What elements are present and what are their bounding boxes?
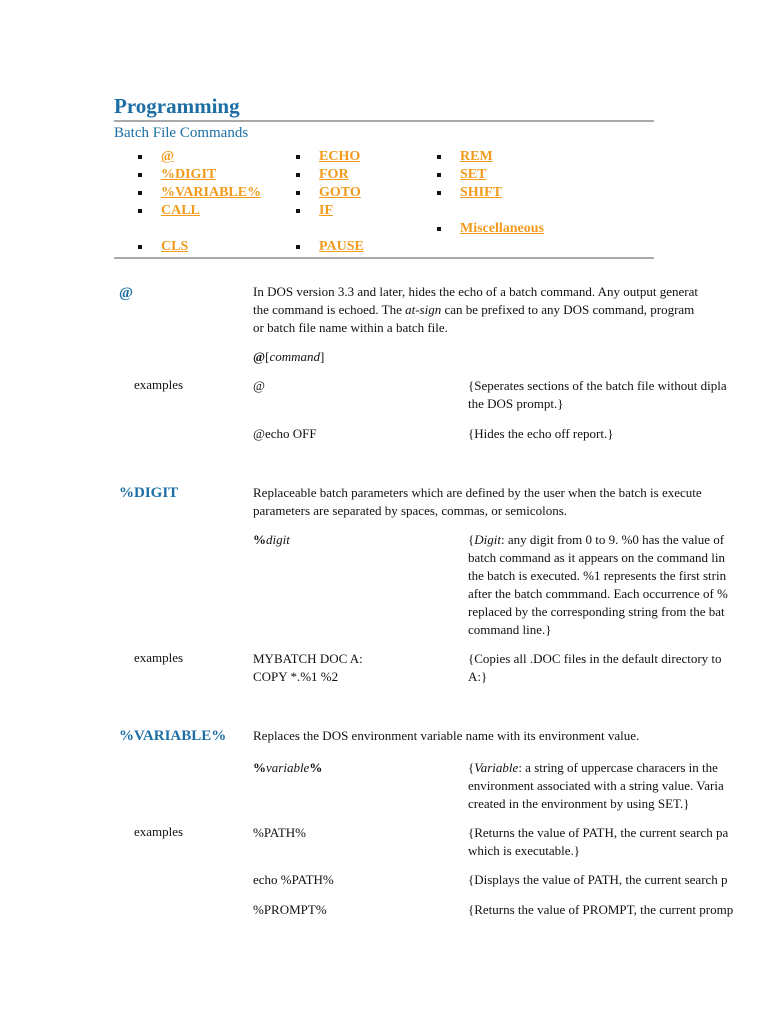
bullet-icon [296, 209, 300, 213]
example-description: {Returns the value of PROMPT, the current promp [468, 902, 734, 917]
example-desc-line: {Seperates sections of the batch file without dipla [468, 378, 727, 393]
bullet-icon [437, 227, 441, 231]
page-title: Programming [114, 94, 240, 118]
example-desc-line: {Returns the value of PATH, the current search pa [468, 825, 729, 840]
example-description: {Hides the echo off report.} [468, 426, 614, 441]
bullet-icon [437, 173, 441, 177]
section-title-at: @ [119, 285, 133, 301]
digit-definition [468, 531, 728, 639]
variable-definition [468, 759, 724, 813]
syntax-bracket: ] [319, 349, 325, 364]
nav-link-cls[interactable]: CLS [161, 239, 189, 254]
example-desc-line: the DOS prompt.} [468, 396, 564, 411]
syntax-param: variable [266, 760, 310, 775]
page-subtitle: Batch File Commands [114, 125, 249, 141]
example-command: echo %PATH% [253, 872, 334, 887]
nav-divider [114, 257, 654, 259]
examples-label: examples [134, 824, 184, 839]
example-command [253, 650, 363, 686]
nav-link-if[interactable]: IF [319, 203, 333, 218]
example-command-line: MYBATCH DOC A: [253, 651, 363, 666]
nav-link-set[interactable]: SET [460, 167, 487, 182]
top-divider [114, 120, 654, 122]
text-span: { [468, 760, 475, 775]
at-syntax [253, 348, 324, 366]
definition-line [468, 531, 728, 549]
bullet-icon [138, 155, 142, 159]
at-desc-line: In DOS version 3.3 and later, hides the echo of a batch command. Any output generat [253, 284, 698, 299]
nav-link-goto[interactable]: GOTO [319, 185, 361, 200]
definition-line: replaced by the corresponding string from the bat [468, 604, 725, 619]
bullet-icon [296, 191, 300, 195]
syntax-symbol: % [309, 760, 323, 775]
definition-line: batch command as it appears on the command lin [468, 550, 726, 565]
at-description [253, 283, 698, 337]
text-span: : any digit from 0 to 9. %0 has the value of [500, 532, 725, 547]
bullet-icon [296, 245, 300, 249]
examples-label: examples [134, 650, 184, 665]
variable-description: Replaces the DOS environment variable name with its environment value. [253, 728, 640, 743]
definition-term: Digit [474, 532, 501, 547]
digit-desc-line: parameters are separated by spaces, commas, or semicolons. [253, 503, 568, 518]
nav-link-at[interactable]: @ [161, 149, 175, 164]
syntax-bracket: [ [265, 349, 270, 364]
definition-line: after the batch commmand. Each occurrence of % [468, 586, 728, 601]
at-sign-term: at-sign [405, 302, 442, 317]
example-desc-line: {Copies all .DOC files in the default directory to [468, 651, 722, 666]
nav-link-miscellaneous[interactable]: Miscellaneous [460, 221, 544, 236]
section-title-variable: %VARIABLE% [119, 728, 227, 744]
at-desc-line [253, 301, 698, 319]
bullet-icon [437, 155, 441, 159]
example-description [468, 650, 722, 686]
bullet-icon [138, 191, 142, 195]
text-span: can be prefixed to any DOS command, program [441, 302, 695, 317]
example-command: @ [253, 378, 265, 393]
digit-desc-line: Replaceable batch parameters which are defined by the user when the batch is execute [253, 485, 702, 500]
example-command: %PATH% [253, 825, 306, 840]
example-desc-line: A:} [468, 669, 488, 684]
at-desc-line: or batch file name within a batch file. [253, 320, 448, 335]
nav-link-shift[interactable]: SHIFT [460, 185, 503, 200]
bullet-icon [138, 173, 142, 177]
text-span: the command is echoed. The [253, 302, 406, 317]
definition-line: created in the environment by using SET.} [468, 796, 690, 811]
syntax-param: command [269, 349, 320, 364]
definition-line: the batch is executed. %1 represents the first strin [468, 568, 727, 583]
syntax-symbol: % [253, 532, 266, 547]
digit-syntax [253, 531, 290, 549]
nav-link-echo[interactable]: ECHO [319, 149, 361, 164]
nav-link-rem[interactable]: REM [460, 149, 493, 164]
nav-link-for[interactable]: FOR [319, 167, 349, 182]
text-span: { [468, 532, 475, 547]
variable-syntax [253, 759, 322, 777]
syntax-param: digit [266, 532, 290, 547]
bullet-icon [296, 155, 300, 159]
digit-description [253, 484, 702, 520]
example-command: @echo OFF [253, 426, 317, 441]
bullet-icon [437, 191, 441, 195]
example-command: %PROMPT% [253, 902, 327, 917]
definition-line: command line.} [468, 622, 552, 637]
bullet-icon [138, 209, 142, 213]
example-command-line: COPY *.%1 %2 [253, 669, 339, 684]
syntax-symbol: @ [253, 349, 266, 364]
example-description [468, 377, 727, 413]
syntax-symbol: % [253, 760, 266, 775]
definition-line [468, 759, 724, 777]
section-title-digit: %DIGIT [119, 485, 179, 501]
nav-link-call[interactable]: CALL [161, 203, 200, 218]
nav-link-variable[interactable]: %VARIABLE% [161, 185, 262, 200]
example-desc-line: which is executable.} [468, 843, 581, 858]
example-description [468, 824, 728, 860]
definition-term: Variable [474, 760, 519, 775]
nav-link-pause[interactable]: PAUSE [319, 239, 364, 254]
text-span: : a string of uppercase characers in the [518, 760, 718, 775]
bullet-icon [296, 173, 300, 177]
example-description: {Displays the value of PATH, the current search p [468, 872, 728, 887]
nav-link-digit[interactable]: %DIGIT [161, 167, 217, 182]
examples-label: examples [134, 377, 184, 392]
bullet-icon [138, 245, 142, 249]
definition-line: environment associated with a string value. Varia [468, 778, 724, 793]
